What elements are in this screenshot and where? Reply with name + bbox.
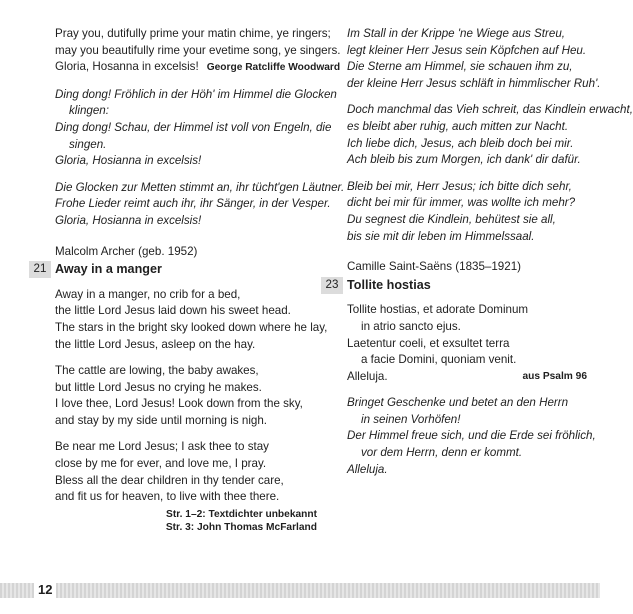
german-stanza xyxy=(347,26,601,92)
track-title: Away in a manger xyxy=(55,262,162,277)
lyric-line: Alleluja. xyxy=(347,462,388,476)
text-credit: Str. 1–2: Textdichter unbekannt xyxy=(166,508,317,520)
lyric-line: Bleib bei mir, Herr Jesus; ich bitte dich sehr, xyxy=(347,179,572,193)
lyric-line: Gloria, Hosianna in excelsis! xyxy=(55,213,202,227)
german-stanza xyxy=(347,395,596,478)
lyric-line: close by me for ever, and love me, I pray. xyxy=(55,457,267,471)
lyric-line: and stay by my side until morning is nigh. xyxy=(55,413,268,427)
lyric-text: Alleluja. xyxy=(347,369,388,383)
lyric-line: in atrio sancto ejus. xyxy=(361,319,461,333)
lyric-line: the little Lord Jesus laid down his sweet head. xyxy=(55,304,291,318)
lyric-line: bis sie mit dir leben im Himmelssaal. xyxy=(347,229,535,243)
lyric-line: Der Himmel freue sich, und die Erde sei fröhlich, xyxy=(347,429,596,443)
lyric-line: and fit us for heaven, to live with thee there. xyxy=(55,490,280,504)
lyric-line: Frohe Lieder reimt auch ihr, ihr Sänger, in der Vesper. xyxy=(55,197,331,211)
lyric-line: Ich liebe dich, Jesus, ach bleib doch bei mir. xyxy=(347,136,574,150)
lyric-line: Tollite hostias, et adorate Dominum xyxy=(347,303,529,317)
lyric-line: may you beautifully rime your evetime song, ye singers. xyxy=(55,43,341,57)
lyric-line: Pray you, dutifully prime your matin chime, ye ringers; xyxy=(55,27,331,40)
lyric-line: Gloria, Hosianna in excelsis! xyxy=(55,154,202,168)
lyric-line: legt kleiner Herr Jesus sein Köpfchen auf Heu. xyxy=(347,43,587,57)
lyric-line: The stars in the bright sky looked down where he lay, xyxy=(55,320,328,334)
lyric-line: klingen: xyxy=(69,104,109,118)
lyric-line xyxy=(347,369,587,386)
lyric-text: Gloria, Hosanna in excelsis! xyxy=(55,60,199,74)
source-credit: aus Psalm 96 xyxy=(522,370,587,382)
english-stanza xyxy=(55,439,317,505)
lyric-line: a facie Domini, quoniam venit. xyxy=(361,353,517,367)
lyric-line: in seinen Vorhöfen! xyxy=(361,412,461,426)
lyric-line: singen. xyxy=(69,137,107,151)
track-heading xyxy=(325,277,587,295)
lyric-line: Du segnest die Kindlein, behütest sie all, xyxy=(347,212,556,226)
lyric-line: Be near me Lord Jesus; I ask thee to stay xyxy=(55,440,269,454)
lyric-line: vor dem Herrn, denn er kommt. xyxy=(361,446,523,460)
english-stanza xyxy=(55,287,328,353)
track-title: Tollite hostias xyxy=(347,277,431,292)
composer-name: Malcolm Archer (geb. 1952) xyxy=(55,244,198,258)
lyric-line: The cattle are lowing, the baby awakes, xyxy=(55,364,259,378)
lyric-line: Bless all the dear children in thy tender care, xyxy=(55,473,284,487)
german-stanza xyxy=(347,102,633,168)
lyric-line: Ach bleib bis zum Morgen, ich dank' dir dafür. xyxy=(347,153,581,167)
lyric-line: Away in a manger, no crib for a bed, xyxy=(55,287,241,301)
lyric-line: Laetentur coeli, et exsultet terra xyxy=(347,336,510,350)
lyric-line: but little Lord Jesus no crying he makes. xyxy=(55,380,262,394)
german-stanza xyxy=(55,87,337,170)
text-credit: Str. 3: John Thomas McFarland xyxy=(165,521,317,533)
lyric-line: der kleine Herr Jesus schläft in himmlischer Ruh'. xyxy=(347,76,601,90)
track-heading xyxy=(33,261,317,279)
footer-bar xyxy=(0,583,600,598)
lyric-line: Doch manchmal das Vieh schreit, das Kindlein erwacht, xyxy=(347,103,633,117)
page-number: 12 xyxy=(34,579,56,601)
latin-stanza xyxy=(347,302,587,385)
german-stanza xyxy=(55,180,345,230)
english-stanza xyxy=(55,363,317,429)
lyric-line: Ding dong! Schau, der Himmel ist voll von Engeln, die xyxy=(55,120,332,134)
lyric-line: Bringet Geschenke und betet an den Herrn xyxy=(347,396,569,410)
lyric-line: Im Stall in der Krippe 'ne Wiege aus Streu, xyxy=(347,27,565,40)
intro-english-stanza xyxy=(55,26,341,77)
lyric-line: Die Sterne am Himmel, sie schauen ihm zu, xyxy=(347,60,573,74)
lyric-line: Die Glocken zur Metten stimmt an, ihr tücht'gen Läutner. xyxy=(55,180,345,194)
composer-name: Camille Saint-Saëns (1835–1921) xyxy=(347,260,522,274)
lyric-line: Ding dong! Fröhlich in der Höh' im Himmel die Glocken xyxy=(55,87,337,101)
lyric-line: dicht bei mir für immer, was wollte ich mehr? xyxy=(347,196,576,210)
author-credit: George Ratcliffe Woodward xyxy=(206,62,341,74)
german-stanza xyxy=(347,179,587,245)
lyric-line: es bleibt aber ruhig, auch mitten zur Nacht. xyxy=(347,119,569,133)
lyric-line: I love thee, Lord Jesus! Look down from the sky, xyxy=(55,397,303,411)
track-number-badge: 21 xyxy=(29,261,51,278)
right-column xyxy=(325,26,633,488)
lyric-line xyxy=(55,59,341,77)
track-number-badge: 23 xyxy=(321,277,343,294)
lyric-line: the little Lord Jesus, asleep on the hay. xyxy=(55,337,256,351)
